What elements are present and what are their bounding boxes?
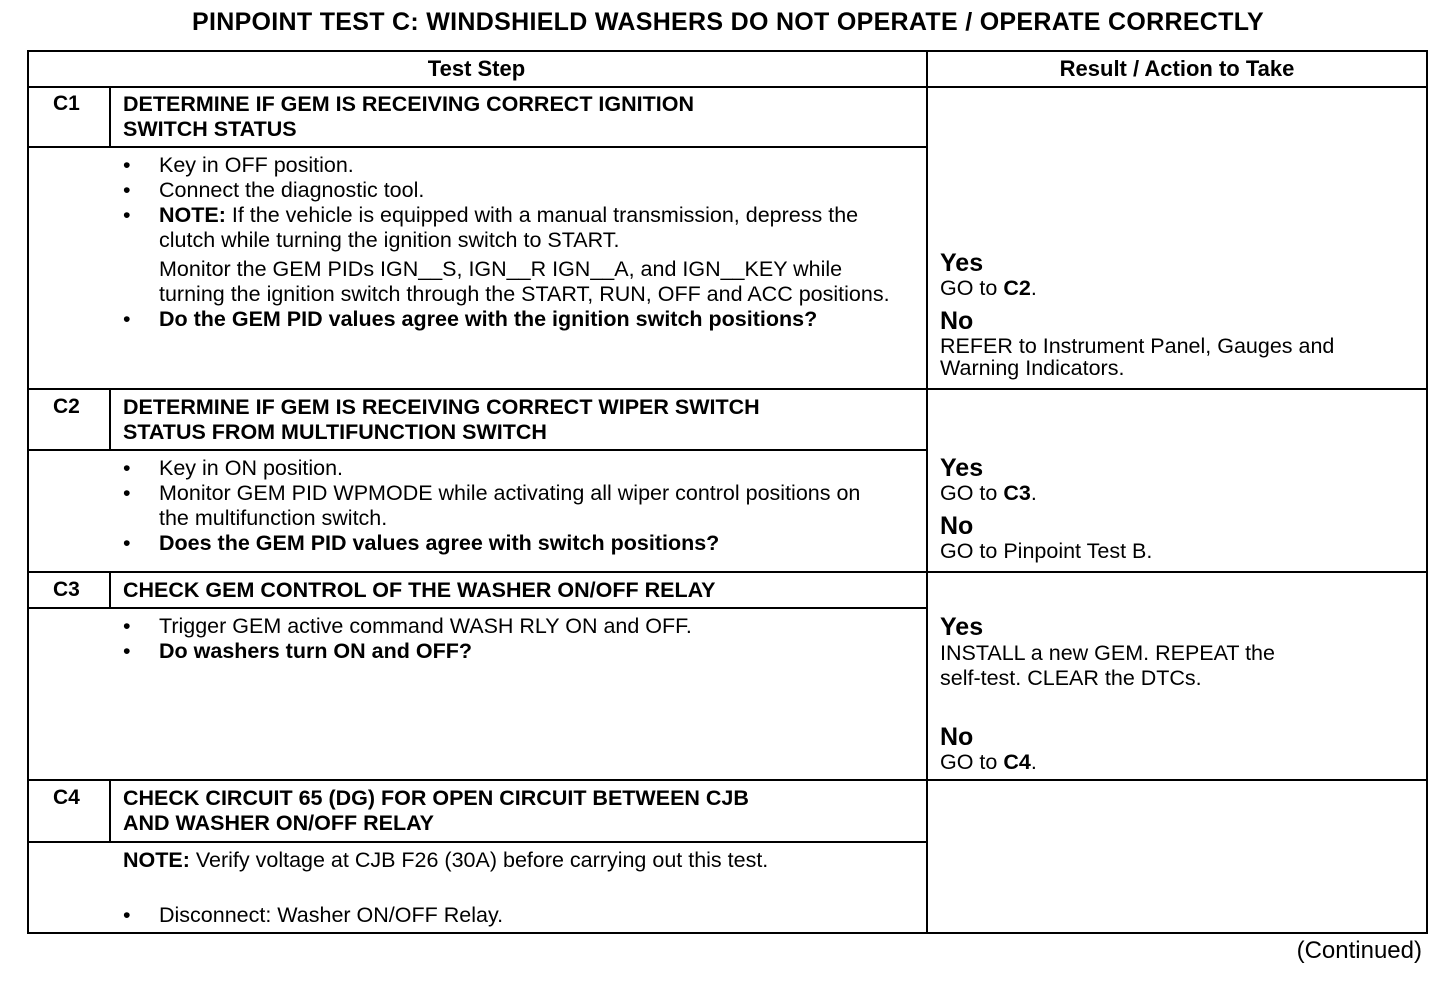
c2-title-divider [27, 449, 927, 451]
step-title: DETERMINE IF GEM IS RECEIVING CORRECT WIPER SWITCH STATUS FROM MULTIFUNCTION SWITCH [123, 395, 760, 444]
c2-id-divider [109, 388, 111, 451]
c4-title-divider [27, 841, 927, 843]
header-divider [27, 86, 1428, 88]
list-item: • Disconnect: Washer ON/OFF Relay. [123, 903, 504, 927]
list-item: • Connect the diagnostic tool. [123, 178, 425, 202]
header-result: Result / Action to Take [1059, 56, 1295, 81]
step-note: NOTE: Verify voltage at CJB F26 (30A) before carrying out this test. [123, 848, 769, 872]
c1-title-divider [27, 146, 927, 148]
yes-label: Yes [940, 249, 984, 277]
c4-id-divider [109, 779, 111, 843]
c2-row-divider [27, 571, 1428, 573]
step-id: C2 [53, 395, 80, 418]
step-instructions [123, 614, 903, 664]
page-title: PINPOINT TEST C: WINDSHIELD WASHERS DO NOT OPERATE / OPERATE CORRECTLY [192, 8, 1264, 36]
step-id: C4 [53, 786, 80, 809]
list-item: • Key in ON position. [123, 456, 344, 480]
step-instructions [123, 153, 903, 332]
list-item: • NOTE: If the vehicle is equipped with a manual transmission, depress the clutch while turning the ignition switch to START. [123, 203, 859, 252]
step-title: CHECK GEM CONTROL OF THE WASHER ON/OFF RELAY [123, 578, 716, 602]
continued-label: (Continued) [1296, 937, 1422, 964]
list-item: • Monitor GEM PID WPMODE while activating all wiper control positions on the multifunction switch. [123, 481, 861, 530]
list-item: Monitor the GEM PIDs IGN__S, IGN__R IGN__A, and IGN__KEY while turning the ignition switch through the START, RUN, OFF and ACC positions. [159, 257, 890, 306]
no-label: No [940, 723, 974, 751]
list-item: • Does the GEM PID values agree with switch positions? [123, 531, 720, 555]
bullet-icon: • [123, 903, 131, 927]
bullet-icon: • [123, 614, 131, 638]
c3-title-divider [27, 607, 927, 609]
bullet-icon: • [123, 531, 131, 555]
step-id: C3 [53, 578, 80, 601]
bullet-icon: • [123, 178, 131, 202]
c3-row-divider [27, 779, 1428, 781]
bullet-icon: • [123, 639, 131, 663]
step-result: Yes GO to C2. No REFER to Instrument Panel, Gauges and Warning Indicators. [940, 249, 1420, 379]
step-result: Yes INSTALL a new GEM. REPEAT the self-test. CLEAR the DTCs. No GO to C4. [940, 613, 1420, 773]
bullet-icon: • [123, 203, 131, 227]
no-label: No [940, 307, 974, 335]
bullet-icon: • [123, 456, 131, 480]
step-instructions [123, 903, 903, 928]
column-divider-result [926, 50, 928, 934]
bullet-icon: • [123, 307, 131, 331]
c3-id-divider [109, 571, 111, 609]
list-item: • Do washers turn ON and OFF? [123, 639, 472, 663]
c1-id-divider [109, 86, 111, 148]
bullet-icon: • [123, 481, 131, 505]
bullet-icon: • [123, 153, 131, 177]
step-result: Yes GO to C3. No GO to Pinpoint Test B. [940, 454, 1420, 562]
list-item: • Trigger GEM active command WASH RLY ON and OFF. [123, 614, 692, 638]
step-title: DETERMINE IF GEM IS RECEIVING CORRECT IGNITION SWITCH STATUS [123, 92, 694, 141]
header-test-step: Test Step [427, 56, 526, 81]
step-title: CHECK CIRCUIT 65 (DG) FOR OPEN CIRCUIT BETWEEN CJB AND WASHER ON/OFF RELAY [123, 786, 749, 835]
step-instructions [123, 456, 893, 556]
yes-label: Yes [940, 613, 984, 641]
list-item: • Do the GEM PID values agree with the ignition switch positions? [123, 307, 818, 331]
no-label: No [940, 512, 974, 540]
step-id: C1 [53, 92, 80, 115]
c1-row-divider [27, 388, 1428, 390]
list-item: • Key in OFF position. [123, 153, 354, 177]
yes-label: Yes [940, 454, 984, 482]
